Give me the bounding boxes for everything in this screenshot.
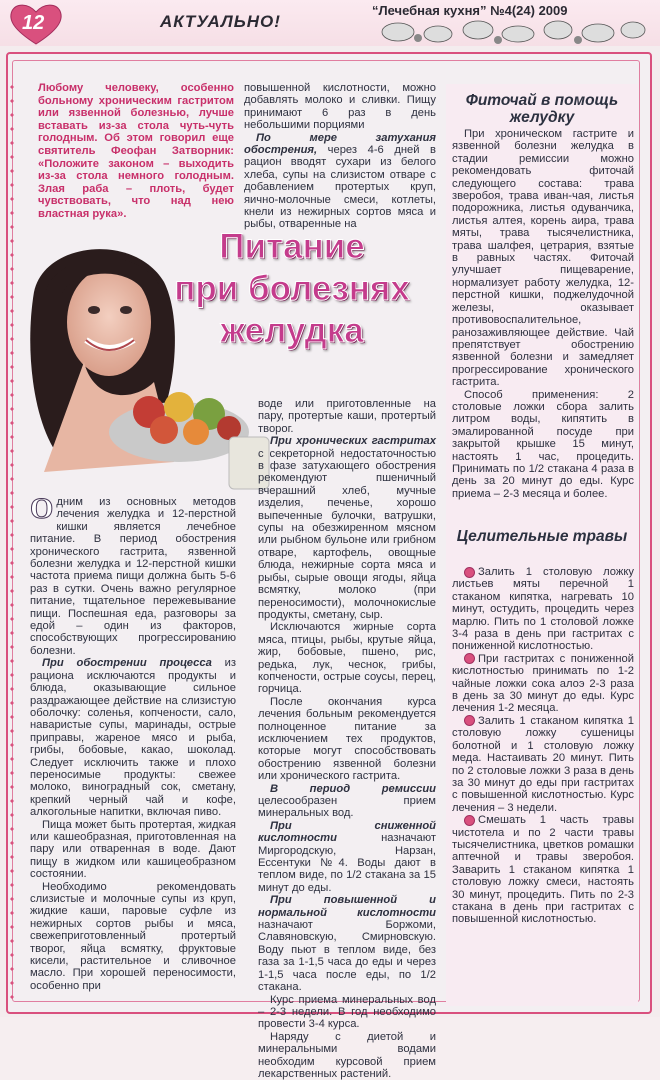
issue-label: “Лечебная кухня” №4(24) 2009 [372,3,568,18]
col1-p1 [30,492,236,657]
bullet-icon [464,567,475,578]
col2-top-p2 [244,132,436,231]
col1-p2 [30,657,236,818]
col2-p2 [258,435,436,621]
col2-top-p2-em: По мере затухания обострения, [244,131,436,157]
leaves-decoration-icon [378,18,648,46]
herb-item-2 [452,653,634,715]
col2-p8: Курс приема минеральных вод – 2-3 недели. В год необходимо провести 3-4 курса. [258,993,436,1031]
col1-p1-text: дним из основных методов лечения желудка и 12-перстной кишки является лечебное питание. В период обострения хронического гастрита, язвенной болезни желудка и 12-перстной кишки частота приема пищи должна быть 5-6 раз в сутки. Очень важно регулярное питание, тщательное пережевывание пищи. Поспешная еда, разговоры за едой – один из факторов, способствующих прогрессированию болезни. [30,496,236,657]
col2-p5-em: В период ремиссии [270,782,436,795]
intro-quote-text: Любому человеку, особенно больному хроническим гастритом или язвенной болезнью, лучше вставать из-за стола чуть-чуть голодным. Об этом говорил еще святитель Феофан Затворник: «Положите законом – выходить из-за стола немного голодным. Злая раба – плоть, будет чувствовать, что над нею властная рука». [38,82,234,220]
col2-p2-em: При хронических гастритах [270,435,436,448]
page-number: 12 [22,12,45,34]
herb-item-2-text: При гастритах с пониженной кислотностью принимать по 1-2 чайные ложки сока алоэ 2-3 раза в день за 30 минут до еды. Курс лечения 1-2 месяца. [452,652,634,715]
col2-p1: воде или приготовленные на пару, протертые каши, протертый творог. [258,398,436,435]
col1-p2-em: При обострении процесса [42,657,212,670]
col2-p5-text: целесообразен прием минеральных вод. [258,795,436,820]
col2-p7 [258,894,436,993]
page-header [0,0,660,46]
col2-p6 [258,820,436,894]
sidebar-heading-1: Фиточай в помощь желудку [465,92,619,126]
bullet-icon [464,715,475,726]
col2-p7-em: При повышенной и нормальной кислотности [258,894,436,919]
bullet-icon [464,653,475,664]
sidebar-p2: Способ применения: 2 столовые ложки сбора залить литром воды, кипятить в эмалированной посуде при закрытой крышке 15 минут, настоять 1 час, процедить. Принимать по 1/2 стакана 4 раза в день за 20 минут до еды. Курс приема – 2-3 месяца и более. [452,388,634,500]
sidebar-heading-2: Целительные травы [456,528,628,545]
col2-p6-text: назначают Миргородскую, Нарзан, Ессентуки №4. Воды дают в теплом виде, по 1/2 стакана за 15 минут до еды. [258,832,436,894]
col1-p3: Пища может быть протертая, жидкая или кашеобразная, приготовленная на пару или отваренная в воде. Дают пищу в жидком или кашицеобразном состоянии. [30,818,236,881]
col2-p5 [258,783,436,820]
title-line-3: желудка [220,311,364,350]
sidebar-text-1 [452,128,634,500]
col2-p3: Исключаются жирные сорта мяса, птицы, рыбы, крутые яйца, жир, бобовые, пшено, рис, редька, лук, чеснок, грибы, копчености, острые соусы, перец, горчица. [258,621,436,696]
col2-p9: Наряду с диетой и минеральными водами необходим курсовой прием лекарственных растений. [258,1030,436,1080]
drop-cap: О [30,492,54,525]
intro-quote [38,82,234,221]
bullet-icon [464,815,475,826]
col1-p4: Необходимо рекомендовать слизистые и молочные супы из круп, жидкие каши, паровые суфле из нежирных сортов рыбы и мяса, свежеприготовленный протертый творог, яйца всмятку, фруктовые кисели, растительное и сливочное масло. При хорошей переносимости, особенно при [30,880,236,992]
column-1 [30,492,236,992]
herb-item-3-text: Залить 1 стаканом кипятка 1 столовую ложку сушеницы болотной и 1 столовую ложку меда. Настаивать 20 минут. Пить по 2 столовые ложки 3 раза в день за 30 минут до еды при гастритах с повышенной кислотностью. Курс лечения – 3 недели. [452,714,634,814]
herb-item-1-text: Залить 1 столовую ложку листьев мяты перечной 1 стаканом кипятка, нагревать 10 минут, остудить, процедить через марлю. Пить по 1 столовой ложке 3-4 раза в день при гастритах с пониженной кислотностью. [452,566,634,653]
column-2-top [244,82,436,231]
col2-top-p1: повышенной кислотности, можно добавлять молоко и сливки. Пищу принимают 6 раз в день небольшими порциями [244,82,436,132]
col2-p4: После окончания курса лечения больным рекомендуется полноценное питание за исключением тех продуктов, которые могут способствовать обострению язвенной болезни или хронического гастрита. [258,695,436,783]
herb-item-3 [452,715,634,814]
col2-p7-text: назначают Боржоми, Славяновскую, Смирновскую. Воду пьют в теплом виде, без газа за 1-1,5 часа до еды и через 1-1,5 часа после еды, по 1/2 стакана. [258,919,436,994]
dotted-border-decoration [8,80,16,1000]
column-2 [258,398,436,1080]
sidebar-herbs-list [452,566,634,926]
article-title [172,226,412,352]
sidebar-p1: При хроническом гастрите и язвенной болезни желудка в стадии ремиссии можно рекомендовать фиточай следующего состава: трава зверобоя, трава иван-чая, листья подорожника, листья одуванчика, листья алтея, корень аира, трава мяты, трава тысячелистника, трава шалфея, цетрария, взятые в равных частях. Фиточай улучшает пищеварение, нормализует работу желудка, 12-перстной кишки, поджелудочной железы, оказывает противовоспалительное, ранозаживляющее действие. Чай препятствует обострению язвенной болезни и замедляет прогрессирование хронического гастрита. [452,128,634,389]
col2-p2-text: с секреторной недостаточностью в фазе затухающего обострения рекомендуют пшеничный вчерашний хлеб, мучные изделия, печенье, хорошо выпеченные булочки, ватрушки, супы на обезжиренном мясном или рыбном бульоне или грибном отваре, картофель, овощные блюда, нежирные сорта мяса и рыбы, сырые овощи ягоды, яйца всмятку, молоко (при переносимости), молочнокислые продукты, сметану, сыр. [258,447,436,621]
section-title: АКТУАЛЬНО! [160,12,281,31]
title-line-2: при болезнях [174,269,410,308]
col1-p2-text: из рациона исключаются продукты и блюда, оказывающие сильное раздражающее действие на слизистую оболочку: соленья, копчености, сало, наваристые супы, маринады, острые приправы, жареное мясо и рыба, грибы, бобовые, какао, шоколад. Следует исключить также и плохо переносимые продукты: свежее молоко, виноградный сок, сметану, крепкий черный чай и кофе, алкогольные напитки, включая пиво. [30,657,236,819]
title-line-1: Питание [219,227,365,266]
herb-item-1 [452,566,634,653]
herb-item-4 [452,814,634,926]
col2-p6-em: При сниженной кислотности [258,819,436,845]
herb-item-4-text: Смешать 1 часть травы чистотела и по 2 части травы тысячелистника, цветков ромашки аптечной и травы зверобоя. Заварить 1 стаканом кипятка 1 столовую ложку смеси, настоять 30 минут, процедить. Пить по 2-3 стакана в день при гастритах с повышенной кислотностью. [452,814,634,926]
col2-top-p2-text: через 4-6 дней в рацион вводят сухари из белого хлеба, супы на слизистом отваре с добавлением протертых круп, яично-молочные смеси, котлеты, кнели из нежирных сортов мяса и рыбы, отваренные на [244,144,436,231]
